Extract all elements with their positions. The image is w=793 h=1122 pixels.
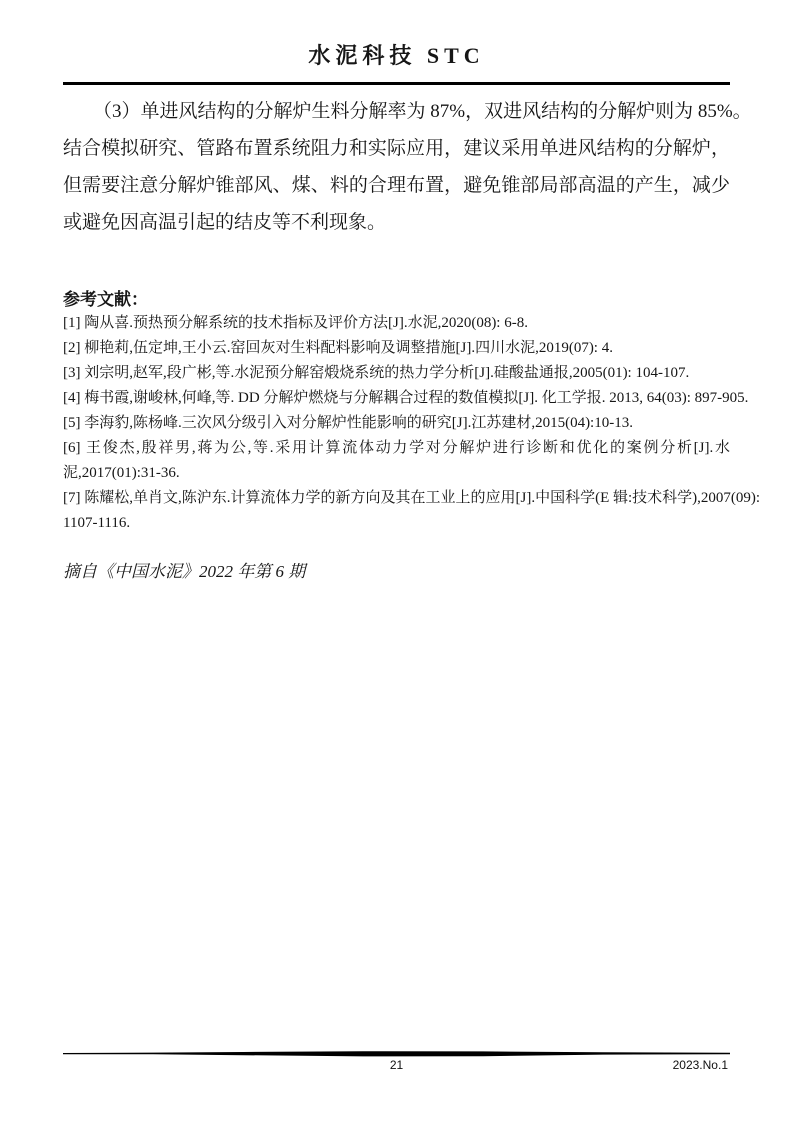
- footer-divider: [63, 1050, 730, 1057]
- footer-row: [63, 1058, 730, 1074]
- reference-item-4: [4] 梅书霞,谢峻林,何峰,等. DD 分解炉燃烧与分解耦合过程的数值模拟[J]. 化工学报. 2013, 64(03): 897-905.: [63, 389, 749, 406]
- article-body: [63, 93, 752, 241]
- page-footer: [63, 1050, 730, 1074]
- paragraph-line: 结合模拟研究、管路布置系统阻力和实际应用，建议采用单进风结构的分解炉，: [63, 137, 730, 159]
- paragraph-line: 或避免因高温引起的结皮等不利现象。: [63, 211, 387, 233]
- source-note: 摘自《中国水泥》2022 年第 6 期: [63, 561, 306, 581]
- reference-item-3: [3] 刘宗明,赵军,段广彬,等.水泥预分解窑煅烧系统的热力学分析[J].硅酸盐通报,2005(01): 104-107.: [63, 364, 690, 381]
- references-heading: 参考文献：: [63, 289, 148, 309]
- paragraph-line: 但需要注意分解炉锥部风、煤、料的合理布置，避免锥部局部高温的产生，减少: [63, 174, 730, 196]
- reference-text: [6] 王俊杰,殷祥男,蒋为公,等.采用计算流体动力学对分解炉进行诊断和优化的案例分析[J].水: [63, 439, 730, 456]
- reference-item-7: [63, 486, 761, 536]
- reference-text: 泥,2017(01):31-36.: [63, 464, 180, 481]
- reference-item-2: [2] 柳艳莉,伍定坤,王小云.窑回灰对生料配料影响及调整措施[J].四川水泥,2019(07): 4.: [63, 339, 613, 356]
- page-header: [63, 42, 730, 85]
- references-list: [63, 311, 761, 536]
- issue-label: 2023.No.1: [672, 1058, 728, 1072]
- page-number: 21: [389, 1058, 404, 1072]
- reference-item-6: [63, 436, 730, 486]
- reference-item-5: [5] 李海豹,陈杨峰.三次风分级引入对分解炉性能影响的研究[J].江苏建材,2015(04):10-13.: [63, 414, 633, 431]
- reference-text: 1107-1116.: [63, 514, 131, 531]
- reference-text: [7] 陈耀松,单肖文,陈沪东.计算流体力学的新方向及其在工业上的应用[J].中国科学(E 辑:技术科学),2007(09):: [63, 489, 761, 506]
- reference-item-1: [1] 陶从喜.预热预分解系统的技术指标及评价方法[J].水泥,2020(08): 6-8.: [63, 314, 528, 331]
- header-divider: [63, 82, 730, 85]
- paragraph-line: （3）单进风结构的分解炉生料分解率为 87%，双进风结构的分解炉则为 85%。: [93, 100, 752, 122]
- journal-title: 水泥科技 STC: [308, 43, 485, 68]
